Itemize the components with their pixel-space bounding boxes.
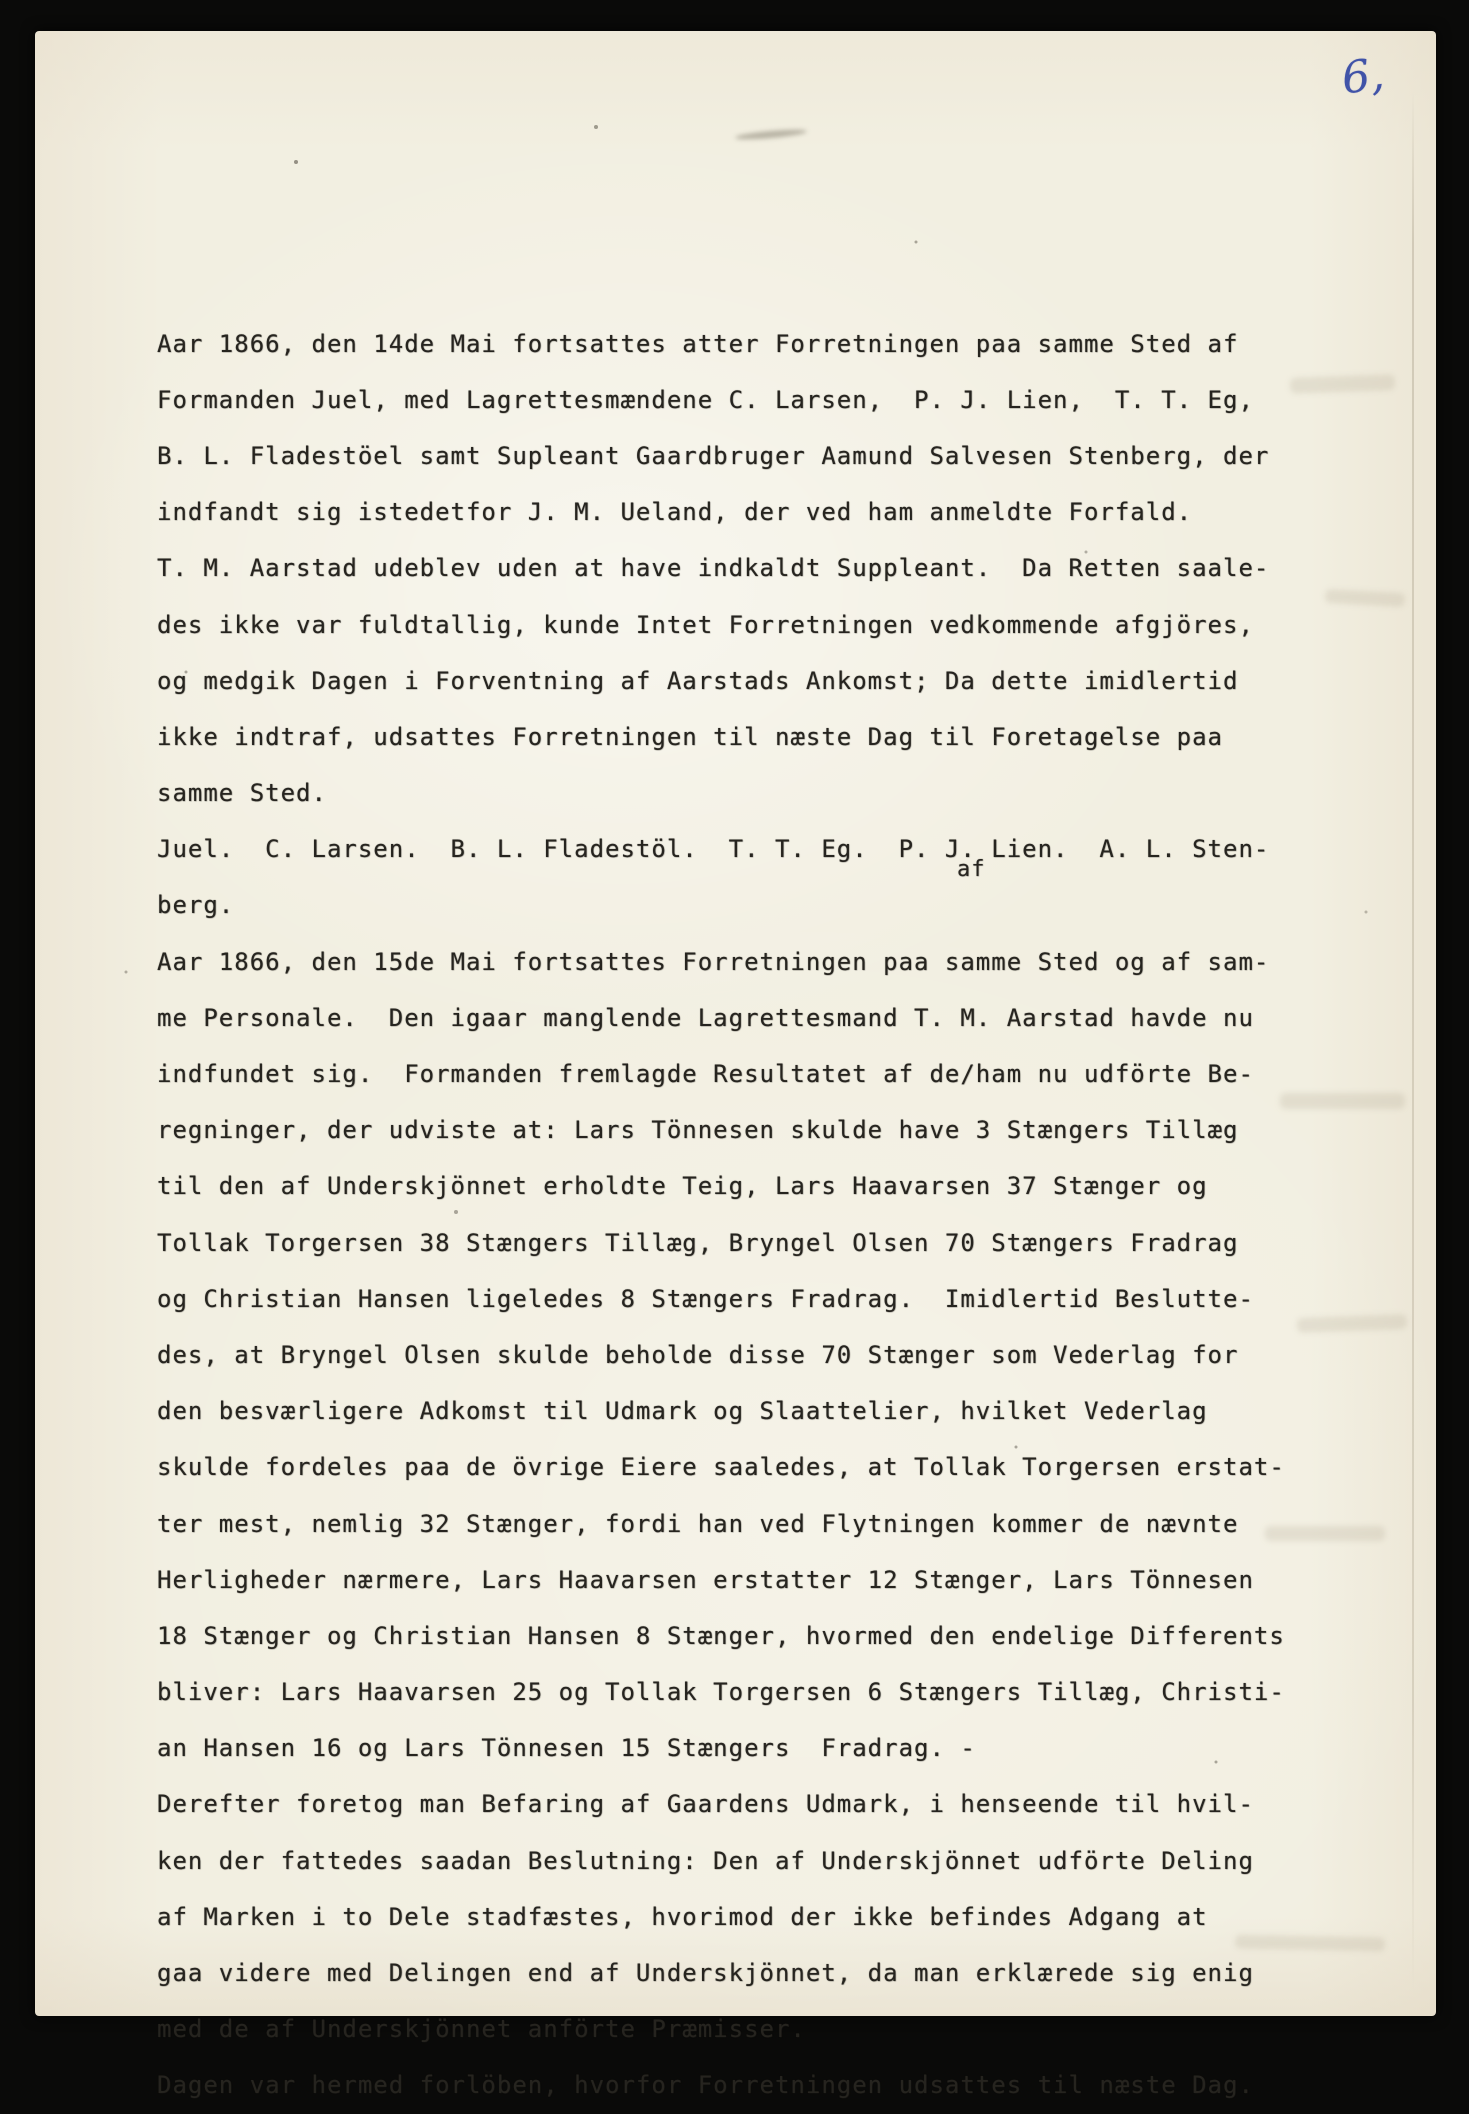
text-line: me Personale. Den igaar manglende Lagrettesmand T. M. Aarstad havde nu bbox=[157, 1003, 1254, 1032]
text-line: regninger, der udviste at: Lars Tönnesen skulde have 3 Stængers Tillæg bbox=[157, 1116, 1239, 1145]
text-line: des, at Bryngel Olsen skulde beholde disse 70 Stænger som Vederlag for bbox=[157, 1340, 1239, 1369]
text-line: samme Sted. bbox=[157, 779, 327, 808]
text-line: Aar 1866, den 15de Mai fortsattes Forretningen paa samme Sted og af sam- bbox=[157, 947, 1270, 976]
text-line: Herligheder nærmere, Lars Haavarsen erstatter 12 Stænger, Lars Tönnesen bbox=[157, 1565, 1254, 1594]
text-line: ikke indtraf, udsattes Forretningen til næste Dag til Foretagelse paa bbox=[157, 722, 1223, 751]
paper-speckles bbox=[35, 31, 37, 33]
bleed-through-smudge bbox=[1290, 374, 1395, 394]
text-line: berg. bbox=[157, 891, 235, 920]
page-number-annotation: 6, bbox=[1338, 48, 1387, 105]
text-line: T. M. Aarstad udeblev uden at have indkaldt Suppleant. Da Retten saale- bbox=[157, 554, 1270, 583]
text-line: med de af Underskjönnet anförte Præmisser. bbox=[157, 2015, 806, 2044]
text-line: gaa videre med Delingen end af Underskjönnet, da man erklærede sig enig bbox=[157, 1959, 1254, 1988]
bleed-through-smudge bbox=[1280, 1093, 1405, 1109]
text-line: 18 Stænger og Christian Hansen 8 Stænger, hvormed den endelige Differents bbox=[157, 1621, 1285, 1650]
pencil-smudge bbox=[735, 128, 807, 141]
text-line: ken der fattedes saadan Beslutning: Den af Underskjönnet udförte Deling bbox=[157, 1846, 1254, 1875]
bleed-through-smudge bbox=[1325, 589, 1406, 607]
text-line: Tollak Torgersen 38 Stængers Tillæg, Bryngel Olsen 70 Stængers Fradrag bbox=[157, 1228, 1239, 1257]
text-line: indfundet sig. Formanden fremlagde Resultatet af de/ham nu udförte Be- bbox=[157, 1060, 1254, 1089]
text-line: B. L. Fladestöel samt Supleant Gaardbruger Aamund Salvesen Stenberg, der bbox=[157, 441, 1270, 470]
text-line: og medgik Dagen i Forventning af Aarstads Ankomst; Da dette imidlertid bbox=[157, 666, 1239, 695]
text-line: til den af Underskjönnet erholdte Teig, Lars Haavarsen 37 Stænger og bbox=[157, 1172, 1208, 1201]
interlinear-insertion: af bbox=[957, 857, 986, 882]
text-line: an Hansen 16 og Lars Tönnesen 15 Stængers Fradrag. - bbox=[157, 1734, 976, 1763]
text-line: bliver: Lars Haavarsen 25 og Tollak Torgersen 6 Stængers Tillæg, Christi- bbox=[157, 1678, 1285, 1707]
document-page bbox=[35, 31, 1436, 2100]
bleed-through-smudge bbox=[1297, 1314, 1407, 1333]
text-line: Juel. C. Larsen. B. L. Fladestöl. T. T. Eg. P. J. Lien. A. L. Sten- bbox=[157, 835, 1270, 864]
text-line: indfandt sig istedetfor J. M. Ueland, der ved ham anmeldte Forfald. bbox=[157, 498, 1193, 527]
text-line: og Christian Hansen ligeledes 8 Stængers Fradrag. Imidlertid Beslutte- bbox=[157, 1284, 1254, 1313]
text-line: den besværligere Adkomst til Udmark og Slaattelier, hvilket Vederlag bbox=[157, 1397, 1208, 1426]
text-line: af Marken i to Dele stadfæstes, hvorimod der ikke befindes Adgang at bbox=[157, 1902, 1208, 1931]
text-line: Aar 1866, den 14de Mai fortsattes atter Forretningen paa samme Sted af bbox=[157, 329, 1239, 358]
text-line: skulde fordeles paa de övrige Eiere saaledes, at Tollak Torgersen erstat- bbox=[157, 1453, 1285, 1482]
typewritten-text-block bbox=[157, 147, 1285, 2114]
text-line: Dagen var hermed forlöben, hvorfor Forretningen udsattes til næste Dag. bbox=[157, 2071, 1254, 2100]
paper-crease bbox=[1412, 91, 1414, 1991]
text-line: des ikke var fuldtallig, kunde Intet Forretningen vedkommende afgjöres, bbox=[157, 610, 1254, 639]
text-line: Derefter foretog man Befaring af Gaardens Udmark, i henseende til hvil- bbox=[157, 1790, 1254, 1819]
text-line: ter mest, nemlig 32 Stænger, fordi han ved Flytningen kommer de nævnte bbox=[157, 1509, 1239, 1538]
text-line: Formanden Juel, med Lagrettesmændene C. Larsen, P. J. Lien, T. T. Eg, bbox=[157, 385, 1254, 414]
